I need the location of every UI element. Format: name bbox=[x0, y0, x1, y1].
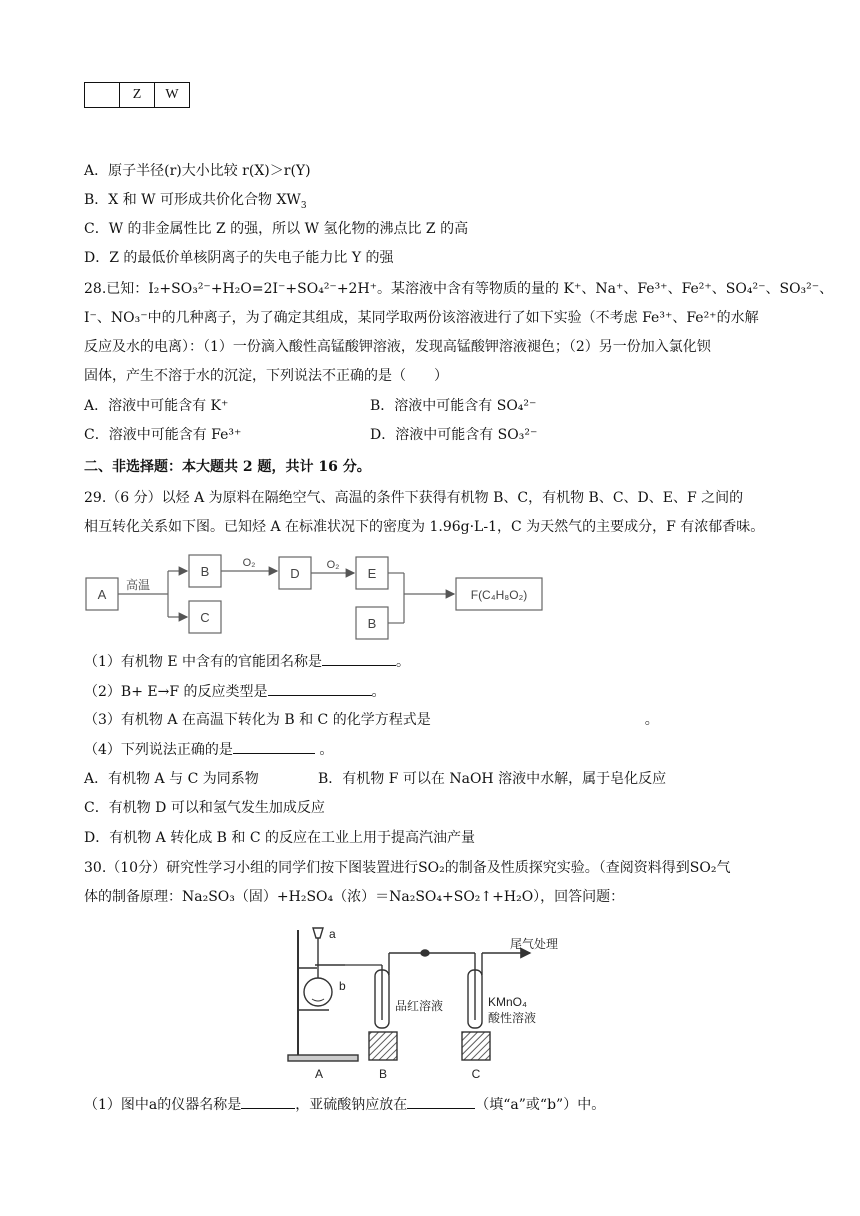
q30-stem-line2: 体的制备原理：Na₂SO₃（固）+H₂SO₄（浓）＝Na₂SO₄+SO₂↑+H₂O），回答问题： bbox=[84, 889, 625, 905]
q29-option-a: A．有机物 A 与 C 为同系物 bbox=[84, 771, 259, 787]
label-pinhong: 品红溶液 bbox=[395, 999, 444, 1013]
reaction-scheme-diagram bbox=[84, 553, 554, 645]
answer-blank-2[interactable] bbox=[268, 681, 372, 696]
block-c bbox=[462, 1032, 490, 1060]
q27-option-d: D．Z 的最低价单核阴离子的失电子能力比 Y 的强 bbox=[84, 250, 394, 266]
label-gaowen: 高温 bbox=[125, 578, 151, 592]
label-kmno4: KMnO₄ bbox=[488, 995, 527, 1009]
q29-subq1-end: 。 bbox=[396, 654, 411, 670]
q30-subq1-text: （1）图中a的仪器名称是 bbox=[84, 1097, 242, 1113]
q27-option-c: C．W 的非金属性比 Z 的强，所以 W 氢化物的沸点比 Z 的高 bbox=[84, 221, 469, 237]
label-o2-second: O₂ bbox=[326, 559, 340, 571]
q29-subq4-end: 。 bbox=[314, 742, 334, 758]
label-d: D bbox=[290, 566, 300, 581]
q30-subq1-mid: ，亚硫酸钠应放在 bbox=[295, 1097, 408, 1113]
q28-stem-line1: 28.已知：I₂+SO₃²⁻+H₂O=2I⁻+SO₄²⁻+2H⁺。某溶液中含有等物质的量的 K⁺、Na⁺、Fe³⁺、Fe²⁺、SO₄²⁻、SO₃²⁻、 bbox=[84, 281, 834, 297]
q27-option-b-sub: 3 bbox=[300, 200, 307, 211]
flask-b bbox=[304, 978, 332, 1006]
q29-subq3 bbox=[84, 710, 659, 730]
q29-option-c: C．有机物 D 可以和氢气发生加成反应 bbox=[84, 800, 325, 816]
label-e: E bbox=[367, 566, 377, 581]
label-funnel-a: a bbox=[329, 927, 336, 941]
answer-blank-4[interactable] bbox=[233, 739, 315, 754]
q29-subq2-end: 。 bbox=[371, 684, 386, 700]
label-b: B bbox=[200, 564, 210, 579]
label-a: A bbox=[97, 587, 107, 602]
q29-stem-line2: 相互转化关系如下图。已知烃 A 在标准状况下的密度为 1.96g·L-1，C 为天然气的主要成分，F 有浓郁香味。 bbox=[84, 519, 765, 535]
answer-blank-1[interactable] bbox=[322, 651, 396, 666]
label-tail-gas: 尾气处理 bbox=[510, 937, 559, 951]
q28-option-d: D．溶液中可能含有 SO₃²⁻ bbox=[370, 427, 538, 443]
q29-subq4-text: （4）下列说法正确的是 bbox=[84, 742, 233, 758]
q29-subq3-text: （3）有机物 A 在高温下转化为 B 和 C 的化学方程式是 bbox=[84, 712, 431, 728]
label-b2: B bbox=[367, 616, 377, 631]
label-apparatus-b: B bbox=[378, 1067, 388, 1081]
label-apparatus-c: C bbox=[471, 1067, 481, 1081]
q27-option-b-text: B．X 和 W 可形成共价化合物 XW bbox=[84, 192, 301, 208]
q30-stem-line1: 30.（10分）研究性学习小组的同学们按下图装置进行SO₂的制备及性质探究实验。（查阅资料得到SO₂气 bbox=[84, 860, 731, 876]
q28-option-a: A．溶液中可能含有 K⁺ bbox=[84, 398, 229, 414]
q29-subq4 bbox=[84, 739, 333, 760]
q29-option-d: D．有机物 A 转化成 B 和 C 的反应在工业上用于提高汽油产量 bbox=[84, 830, 476, 846]
q29-subq2 bbox=[84, 681, 386, 702]
q29-stem-line1: 29.（6 分）以烃 A 为原料在隔绝空气、高温的条件下获得有机物 B、C，有机物 B、C、D、E、F 之间的 bbox=[84, 490, 744, 506]
q30-subq1 bbox=[84, 1094, 605, 1115]
label-acid-solution: 酸性溶液 bbox=[488, 1011, 537, 1025]
q29-subq1 bbox=[84, 651, 410, 672]
element-table-fragment bbox=[84, 82, 190, 108]
q30-subq1-end: （填“a”或“b”）中。 bbox=[475, 1097, 606, 1113]
q27-option-a: A．原子半径(r)大小比较 r(X)＞r(Y) bbox=[84, 163, 311, 179]
q28-stem-line3: 反应及水的电离）：（1）一份滴入酸性高锰酸钾溶液，发现高锰酸钾溶液褪色；（2）另一份加入氯化钡 bbox=[84, 339, 711, 355]
q29-option-b: B．有机物 F 可以在 NaOH 溶液中水解，属于皂化反应 bbox=[318, 771, 667, 787]
q28-stem-line4: 固体，产生不溶于水的沉淀，下列说法不正确的是（ ） bbox=[84, 368, 448, 384]
answer-blank-5[interactable] bbox=[241, 1094, 295, 1109]
q28-option-c: C．溶液中可能含有 Fe³⁺ bbox=[84, 427, 242, 443]
block-b bbox=[369, 1032, 397, 1060]
label-apparatus-a: A bbox=[314, 1067, 324, 1081]
label-flask-b: b bbox=[339, 979, 346, 993]
label-o2-first: O₂ bbox=[242, 557, 256, 569]
apparatus-diagram bbox=[285, 920, 585, 1082]
label-c: C bbox=[200, 610, 210, 625]
table-cell-z: Z bbox=[120, 83, 155, 108]
answer-blank-6[interactable] bbox=[407, 1094, 475, 1109]
q27-option-b bbox=[84, 190, 307, 210]
table-cell-w: W bbox=[155, 83, 190, 108]
q29-subq2-text: （2）B+ E→F 的反应类型是 bbox=[84, 684, 268, 700]
label-f: F(C₄H₈O₂) bbox=[470, 588, 528, 602]
q29-subq1-text: （1）有机物 E 中含有的官能团名称是 bbox=[84, 654, 323, 670]
dropping-funnel-a bbox=[313, 928, 323, 938]
q29-subq3-end: 。 bbox=[644, 712, 659, 728]
table-cell-empty bbox=[85, 83, 120, 108]
q28-option-b: B．溶液中可能含有 SO₄²⁻ bbox=[370, 398, 537, 414]
q28-stem-line2: I⁻、NO₃⁻中的几种离子，为了确定其组成，某同学取两份该溶液进行了如下实验（不考虑 Fe³⁺、Fe²⁺的水解 bbox=[84, 310, 759, 326]
section-heading: 二、非选择题：本大题共 2 题，共计 16 分。 bbox=[84, 459, 371, 475]
